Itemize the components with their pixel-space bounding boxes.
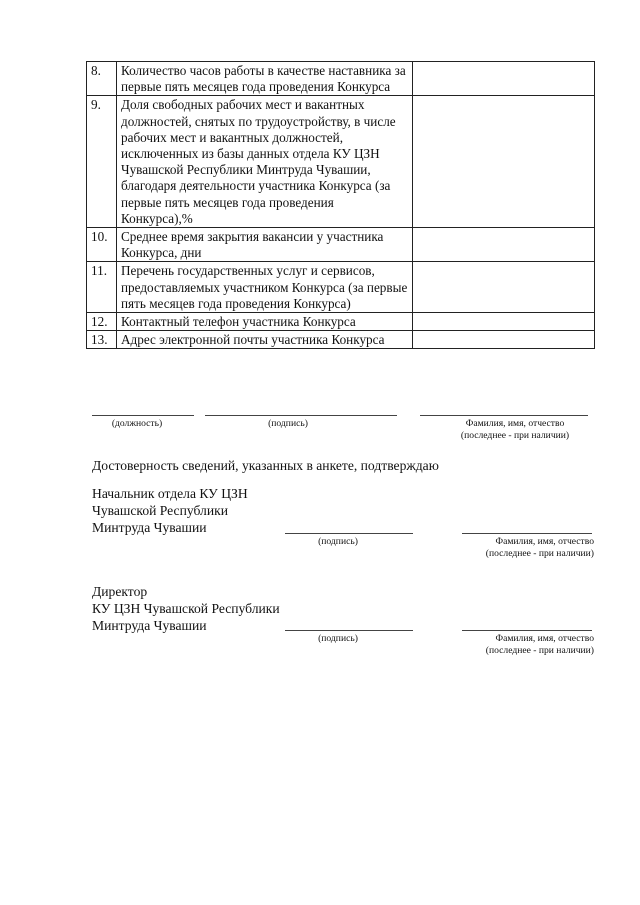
head-signature-line[interactable]	[285, 533, 413, 534]
row-number: 13.	[87, 331, 117, 349]
row-number: 11.	[87, 262, 117, 313]
director-title-line: КУ ЦЗН Чувашской Республики	[92, 601, 280, 616]
head-name-line[interactable]	[462, 533, 592, 534]
name-caption: Фамилия, имя, отчество	[495, 633, 594, 644]
table-row	[87, 228, 595, 262]
signature-caption: (подпись)	[318, 633, 358, 644]
position-caption: (должность)	[111, 418, 163, 429]
director-name-line[interactable]	[462, 630, 592, 631]
confirmation-text: Достоверность сведений, указанных в анкете, подтверждаю	[92, 458, 439, 473]
director-title-line: Директор	[92, 584, 148, 599]
name-caption-note: (последнее - при наличии)	[460, 430, 570, 441]
name-caption-note: (последнее - при наличии)	[485, 548, 594, 559]
table-row	[87, 313, 595, 331]
position-signature-line[interactable]	[92, 415, 194, 416]
questionnaire-table	[86, 61, 595, 349]
row-number: 10.	[87, 228, 117, 262]
name-caption-note: (последнее - при наличии)	[485, 645, 594, 656]
row-description: Количество часов работы в качестве наставника за первые пять месяцев года проведения Конкурса	[117, 62, 413, 96]
row-value-cell[interactable]	[413, 313, 595, 331]
row-description: Доля свободных рабочих мест и вакантных должностей, снятых по трудоустройству, в числе рабочих мест и вакантных должностей, исключенных из базы данных отдела КУ ЦЗН Чувашской Республики Минтруда Чувашии, благодаря деятельности участника Конкурса (за первые пять месяцев года проведения Конкурса),%	[117, 96, 413, 228]
name-caption: Фамилия, имя, отчество	[465, 418, 565, 429]
row-description: Контактный телефон участника Конкурса	[117, 313, 413, 331]
row-number: 12.	[87, 313, 117, 331]
director-title-line: Минтруда Чувашии	[92, 618, 207, 633]
table-row	[87, 262, 595, 313]
row-value-cell[interactable]	[413, 331, 595, 349]
table-row	[87, 331, 595, 349]
head-title-line: Начальник отдела КУ ЦЗН	[92, 486, 248, 501]
row-value-cell[interactable]	[413, 62, 595, 96]
participant-signature-line[interactable]	[205, 415, 397, 416]
head-title-line: Чувашской Республики	[92, 503, 228, 518]
director-signature-line[interactable]	[285, 630, 413, 631]
row-description: Адрес электронной почты участника Конкурса	[117, 331, 413, 349]
row-number: 9.	[87, 96, 117, 228]
row-description: Перечень государственных услуг и сервисов, предоставляемых участником Конкурса (за первые пять месяцев года проведения Конкурса)	[117, 262, 413, 313]
row-value-cell[interactable]	[413, 262, 595, 313]
signature-caption: (подпись)	[318, 536, 358, 547]
participant-name-line[interactable]	[420, 415, 588, 416]
row-number: 8.	[87, 62, 117, 96]
head-title-line: Минтруда Чувашии	[92, 520, 207, 535]
table-row	[87, 62, 595, 96]
row-value-cell[interactable]	[413, 228, 595, 262]
row-description: Среднее время закрытия вакансии у участника Конкурса, дни	[117, 228, 413, 262]
name-caption: Фамилия, имя, отчество	[495, 536, 594, 547]
row-value-cell[interactable]	[413, 96, 595, 228]
signature-caption: (подпись)	[268, 418, 308, 429]
table-row	[87, 96, 595, 228]
